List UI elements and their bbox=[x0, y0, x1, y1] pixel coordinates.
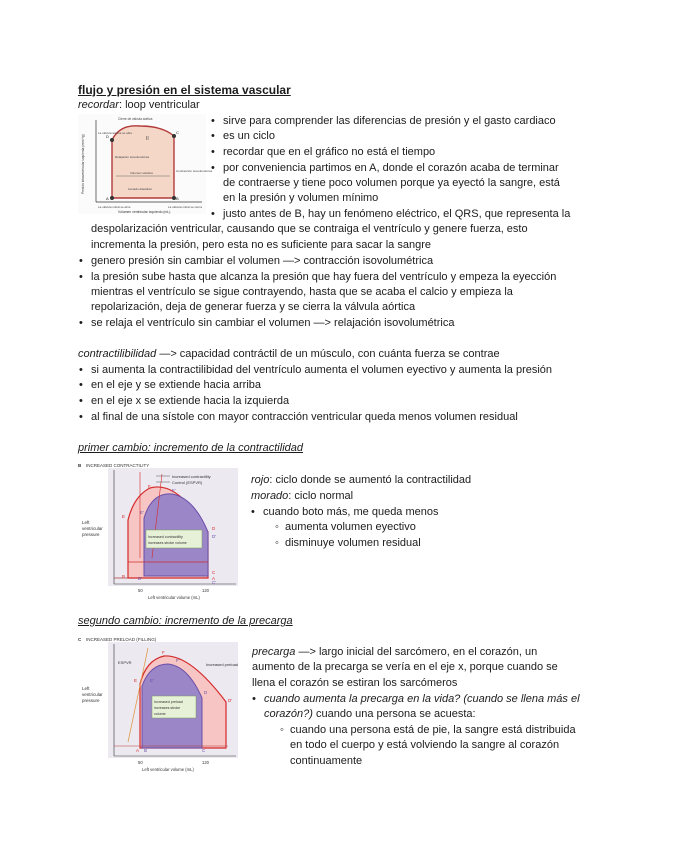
primer-sub-bullet: ◦ disminuye volumen residual bbox=[285, 536, 421, 550]
fig-c-ylabel-2: ventricular bbox=[82, 692, 103, 697]
fig-c-caption: INCREASED PRELOAD (FILLING) bbox=[86, 637, 157, 642]
fig-c-box-1: Increased preload bbox=[154, 700, 183, 704]
fig-c-point: F' bbox=[176, 658, 180, 663]
fig-b-point: F' bbox=[172, 488, 176, 493]
morado-line: morado: ciclo normal bbox=[251, 490, 354, 502]
fig-b-point: E' bbox=[140, 510, 144, 515]
fig-b-tag: B bbox=[78, 463, 82, 468]
recordar-cont: despolarización ventricular, causando que se contraiga el ventrículo y genere fuerza, esto bbox=[91, 223, 528, 235]
precarga-question: • cuando aumenta la precarga en la vida? (cuando se llena más el bbox=[264, 692, 580, 706]
fig-b-ylabel-1: Left bbox=[82, 520, 90, 525]
contractilidad-definition: contractilibilidad —> capacidad contráctil de un músculo, con cuánta fuerza se contrae bbox=[78, 348, 500, 360]
fig-b-point: D' bbox=[212, 534, 217, 539]
loop-label-mitral: La válvula mitral se abre bbox=[98, 205, 131, 209]
fig-c-point: D' bbox=[228, 698, 233, 703]
page-title: flujo y presión en el sistema vascular bbox=[78, 83, 291, 97]
fig-c-point: C bbox=[202, 748, 206, 753]
recordar-cont: de contraerse y tiene poco volumen porque ya eyectó la sangre, está bbox=[223, 177, 560, 189]
recordar-bullet: • se relaja el ventrículo sin cambiar el volumen —> relajación isovolumétrica bbox=[91, 316, 454, 330]
loop-label-left-top: La válvula aórtica se abre bbox=[98, 131, 133, 135]
primer-bullet: • cuando boto más, me queda menos bbox=[263, 505, 439, 519]
fig-c-ylabel-1: Left bbox=[82, 686, 90, 691]
loop-label-volumen: Volumen sistólico bbox=[130, 171, 154, 175]
recordar-bullet: • justo antes de B, hay un fenómeno eléctrico, el QRS, que representa la bbox=[223, 207, 570, 221]
precarga-sub-cont: continuamente bbox=[290, 755, 363, 767]
fig-b-ylabel-3: pressure bbox=[82, 532, 100, 537]
fig-b-point: B bbox=[122, 574, 126, 579]
preload-figure bbox=[78, 632, 240, 772]
loop-point-a: A bbox=[106, 196, 109, 201]
precarga-cont: aumento de la precarga se vería en el eje x, porque cuando se bbox=[252, 661, 558, 673]
precarga-sub-bullet: ◦ cuando una persona está de pie, la sangre está distribuida bbox=[290, 723, 576, 737]
fig-c-point: E' bbox=[150, 678, 154, 683]
precarga-sub-cont: en todo el cuerpo y está volviendo la sangre al corazón bbox=[290, 739, 560, 751]
fig-b-box-1: Increased contractility bbox=[148, 535, 183, 539]
primer-cambio-heading: primer cambio: incremento de la contractilidad bbox=[78, 442, 303, 454]
precarga-line: precarga —> largo inicial del sarcómero, en el corazón, un bbox=[252, 646, 538, 658]
recordar-bullet: • la presión sube hasta que alcanza la presión que hay fuera del ventrículo y empeza la eyección bbox=[91, 270, 556, 284]
contractilidad-bullet: • en el eje x se extiende hacia la izquierda bbox=[91, 394, 289, 408]
fig-b-tick-120: 120 bbox=[202, 588, 209, 593]
fig-c-point: B bbox=[144, 748, 148, 753]
precarga-cont: llena el corazón se estiran los sarcómeros bbox=[252, 677, 458, 689]
fig-c-tick-50: 50 bbox=[138, 760, 143, 765]
fig-c-tag: C bbox=[78, 637, 82, 642]
fig-c-tick-120: 120 bbox=[202, 760, 209, 765]
fig-c-box-3: volume bbox=[154, 712, 166, 716]
fig-b-point: F bbox=[148, 484, 151, 489]
precarga-question-cont: corazón?) cuando una persona se acuesta: bbox=[264, 708, 476, 720]
fig-b-legend-1: Increased contractility bbox=[172, 474, 211, 479]
fig-b-legend-2: Control (ESPVR) bbox=[172, 480, 203, 485]
recordar-bullet: • recordar que en el gráfico no está el tiempo bbox=[223, 145, 435, 159]
loop-label-filling: Llenado diastólico bbox=[128, 187, 153, 191]
fig-b-tick-50: 50 bbox=[138, 588, 143, 593]
fig-b-xlabel: Left ventricular volume (mL) bbox=[148, 595, 200, 600]
recordar-bullet: • sirve para comprender las diferencias de presión y el gasto cardiaco bbox=[223, 114, 556, 128]
fig-b-point: B' bbox=[138, 576, 142, 581]
pressure-volume-loop-figure bbox=[78, 114, 213, 214]
loop-point-c: C bbox=[176, 130, 179, 135]
segundo-cambio-heading: segundo cambio: incremento de la precarga bbox=[78, 615, 293, 627]
recordar-cont: repolarización, deja de generar fuerza y se cierra la válvula aórtica bbox=[91, 301, 416, 313]
fig-b-ylabel-2: ventricular bbox=[82, 526, 103, 531]
fig-c-legend-2: Increased preload bbox=[206, 662, 239, 667]
recordar-cont: en la presión y volumen mínimo bbox=[223, 192, 379, 204]
loop-label-top: Cierre de válvula aórtica bbox=[118, 117, 153, 121]
loop-label-mitral-close: La válvula mitral se cierra bbox=[168, 205, 203, 209]
recordar-bullet: • genero presión sin cambiar el volumen —> contracción isovolumétrica bbox=[91, 254, 433, 268]
loop-ylabel: Presión intraventricular izquierda (mm Hg) bbox=[81, 134, 85, 194]
fig-b-point: E bbox=[122, 514, 126, 519]
loop-roman: II bbox=[146, 136, 149, 142]
contractility-figure bbox=[78, 458, 240, 600]
recordar-bullet: • por conveniencia partimos en A, donde el corazón acaba de terminar bbox=[223, 161, 559, 175]
fig-c-xlabel: Left ventricular volume (mL) bbox=[142, 767, 194, 772]
contractilidad-bullet: • en el eje y se extiende hacia arriba bbox=[91, 378, 261, 392]
fig-c-box-2: increases stroke bbox=[154, 706, 181, 710]
loop-xlabel: Volumen ventricular izquierdo (mL) bbox=[118, 210, 171, 214]
loop-point-b: B bbox=[176, 196, 179, 201]
fig-b-point: D bbox=[212, 526, 216, 531]
contractilidad-bullet: • al final de una sístole con mayor contracción ventricular queda menos volumen residual bbox=[91, 410, 518, 424]
contractilidad-bullet: • si aumenta la contractilibidad del ventrículo aumenta el volumen eyectivo y aumenta la presión bbox=[91, 363, 552, 377]
fig-b-caption: INCREASED CONTRACTILITY bbox=[86, 463, 150, 468]
rojo-line: rojo: ciclo donde se aumentó la contractilidad bbox=[251, 474, 472, 486]
primer-sub-bullet: ◦ aumenta volumen eyectivo bbox=[285, 520, 416, 534]
recordar-cont: mientras el ventrículo se sigue contrayendo, hasta que se acaba el calcio y empieza la bbox=[91, 286, 513, 298]
fig-b-box-2: increases stroke volume bbox=[148, 541, 187, 545]
fig-c-point: D bbox=[204, 690, 208, 695]
recordar-label: recordar: loop ventricular bbox=[78, 99, 200, 111]
fig-c-ylabel-3: pressure bbox=[82, 698, 100, 703]
fig-b-point: A bbox=[212, 576, 216, 581]
fig-c-point: A bbox=[136, 748, 140, 753]
fig-c-legend-1: ESPVR bbox=[118, 660, 132, 665]
loop-point-d: D bbox=[106, 134, 109, 139]
fig-b-point: C' bbox=[212, 580, 217, 585]
fig-b-point: C bbox=[212, 570, 216, 575]
recordar-bullet: • es un ciclo bbox=[223, 129, 275, 143]
fig-c-point: F bbox=[162, 650, 165, 655]
loop-label-contract: Contracción isovolumétrica bbox=[176, 169, 213, 173]
recordar-cont: incrementa la presión, pero esta no es suficiente para sacar la sangre bbox=[91, 239, 431, 251]
fig-c-point: E bbox=[134, 678, 138, 683]
loop-label-isovol: Relajación isovolumétrica bbox=[115, 155, 150, 159]
